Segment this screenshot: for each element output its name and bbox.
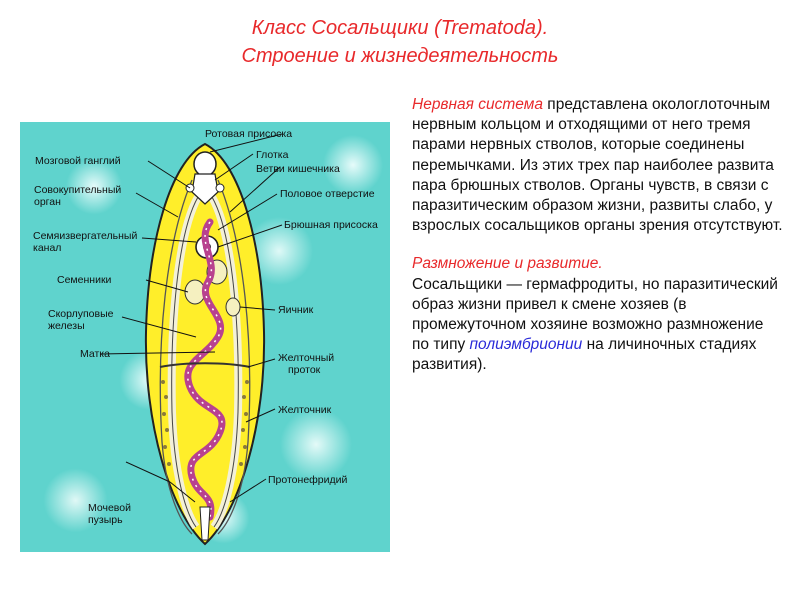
nervous-system-body: представлена окологлоточным нервным кольцом и отходящими от него тремя парами нервных стволов, которые соединены перемычками. Из этих трех пар наиболее развита пара брюшных стволов. Органы чувств, в связи с паразитическим образом жизни, развиты слабо, у взрослых сосальщиков органы зрения отсутствуют.	[412, 96, 783, 235]
label-vitelline-duct-line1: Желточный	[278, 352, 335, 364]
label-ovary: Яичник	[278, 304, 314, 316]
description-text	[412, 95, 784, 376]
title-line-2: Строение и жизнедеятельность	[241, 45, 559, 67]
bladder-shape	[200, 507, 210, 540]
label-copulatory-organ	[34, 184, 121, 208]
label-intestine-branches: Ветви кишечника	[256, 163, 340, 175]
reproduction-body-end: на личиночных стадиях развития).	[412, 336, 757, 374]
label-bladder-line2: пузырь	[88, 514, 123, 526]
label-shell-glands-line2: железы	[48, 320, 85, 332]
label-copulatory-organ-line1: Совокупительный	[34, 184, 122, 196]
oral-sucker-shape	[194, 152, 216, 176]
slide-title	[0, 14, 800, 70]
label-pharynx: Глотка	[256, 149, 289, 161]
label-ejaculatory-duct-line1: Семяизвергательный	[33, 230, 138, 242]
title-line-1: Класс Сосальщики (Trematoda).	[251, 17, 549, 39]
label-uterus: Матка	[80, 348, 110, 360]
label-copulatory-organ-line2: орган	[34, 196, 61, 208]
label-vitelline-duct	[278, 352, 334, 376]
label-vitelline-duct-line2: проток	[288, 364, 321, 376]
label-shell-glands-line1: Скорлуповые	[48, 308, 114, 320]
label-oral-sucker: Ротовая присоска	[205, 128, 293, 140]
label-genital-opening: Половое отверстие	[280, 188, 375, 200]
label-ejaculatory-duct-line2: канал	[33, 242, 62, 254]
label-protonephridium: Протонефридий	[268, 474, 348, 486]
label-testes: Семенники	[57, 274, 112, 286]
label-shell-glands	[48, 308, 113, 332]
label-vitellarium: Желточник	[278, 404, 332, 416]
trematode-anatomy-diagram	[20, 122, 390, 552]
label-ejaculatory-duct	[33, 230, 137, 254]
label-bladder-line1: Мочевой	[88, 502, 131, 514]
label-brain-ganglion: Мозговой ганглий	[35, 155, 121, 167]
reproduction-heading: Размножение и развитие.	[412, 255, 603, 273]
label-ventral-sucker: Брюшная присоска	[284, 219, 378, 231]
reproduction-body-start: Сосальщики — гермафродиты, но паразитический образ жизни привел к смене хозяев (в промежуточном хозяине возможно размножение по типу	[412, 275, 778, 354]
reproduction-paragraph	[412, 254, 784, 375]
nervous-system-heading: Нервная система	[412, 96, 543, 113]
polyembryony-term: полиэмбрионии	[469, 336, 583, 354]
ovary-shape	[226, 298, 240, 316]
label-bladder	[88, 502, 131, 526]
nervous-system-paragraph	[412, 95, 784, 236]
